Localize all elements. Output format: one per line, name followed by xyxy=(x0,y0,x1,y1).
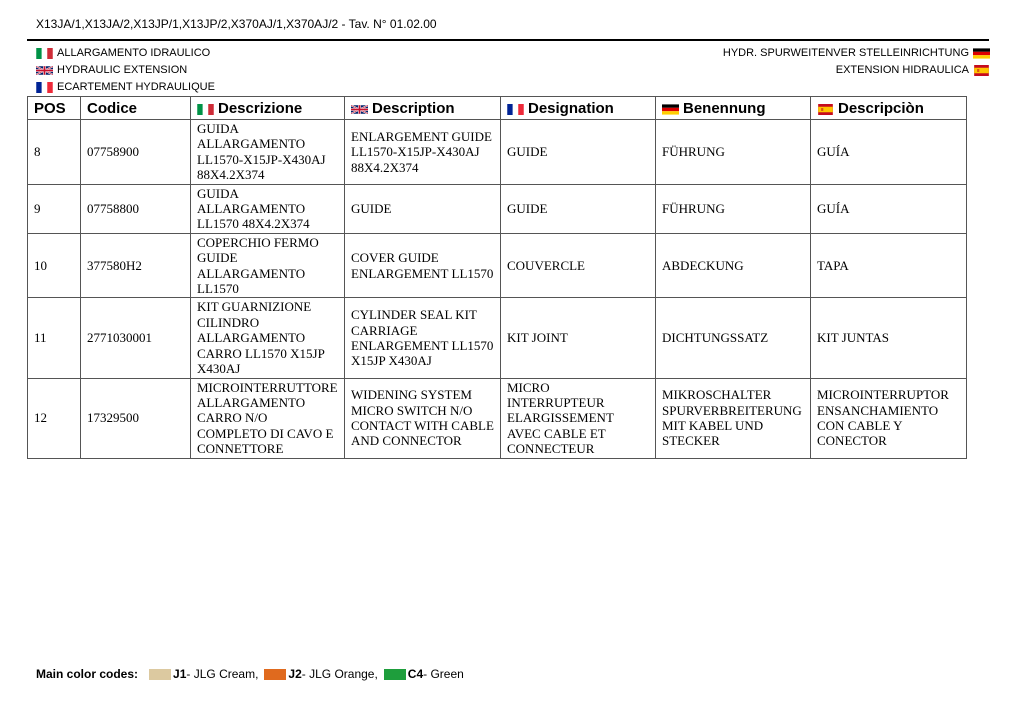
cell-desc-it: GUIDA ALLARGAMENTO LL1570 48X4.2X374 xyxy=(191,184,345,233)
cell-pos: 12 xyxy=(28,378,81,458)
cell-code: 07758900 xyxy=(81,120,191,185)
header-right xyxy=(723,45,990,79)
table-row xyxy=(28,120,967,185)
cell-desc-en: WIDENING SYSTEM MICRO SWITCH N/O CONTACT WITH CABLE AND CONNECTOR xyxy=(345,378,501,458)
cell-desc-de: DICHTUNGSSATZ xyxy=(656,298,811,378)
table-row xyxy=(28,298,967,378)
col-benennung: Benennung xyxy=(656,97,811,120)
title-es: EXTENSION HIDRAULICA xyxy=(835,64,969,76)
table-row xyxy=(28,233,967,298)
col-designation: Designation xyxy=(501,97,656,120)
color-swatch xyxy=(384,669,406,680)
col-pos: POS xyxy=(28,97,81,120)
color-swatch xyxy=(264,669,286,680)
cell-desc-fr: COUVERCLE xyxy=(501,233,656,298)
cell-pos: 9 xyxy=(28,184,81,233)
cell-desc-fr: GUIDE xyxy=(501,184,656,233)
cell-desc-en: GUIDE xyxy=(345,184,501,233)
cell-desc-de: FÜHRUNG xyxy=(656,120,811,185)
cell-desc-it: MICROINTERRUTTORE ALLARGAMENTO CARRO N/O COMPLETO DI CAVO E CONNETTORE xyxy=(191,378,345,458)
legend-item-c4: C4 - Green xyxy=(384,667,464,681)
title-it: ALLARGAMENTO IDRAULICO xyxy=(57,47,211,59)
title-fr: ECARTEMENT HYDRAULIQUE xyxy=(57,81,215,93)
cell-desc-fr: KIT JOINT xyxy=(501,298,656,378)
col-description: Description xyxy=(345,97,501,120)
legend-label: Main color codes: xyxy=(36,667,139,681)
uk-flag-icon xyxy=(351,102,368,113)
cell-desc-es: TAPA xyxy=(811,233,967,298)
spain-flag-icon xyxy=(817,102,834,113)
spain-flag-icon xyxy=(973,65,990,76)
header-rule xyxy=(27,39,989,41)
table-row xyxy=(28,378,967,458)
cell-desc-es: KIT JUNTAS xyxy=(811,298,967,378)
france-flag-icon xyxy=(36,82,53,93)
legend-item-j2: J2 - JLG Orange, xyxy=(264,667,377,681)
cell-code: 07758800 xyxy=(81,184,191,233)
col-codice: Codice xyxy=(81,97,191,120)
cell-desc-es: GUÍA xyxy=(811,120,967,185)
document-title: X13JA/1,X13JA/2,X13JP/1,X13JP/2,X370AJ/1,X370AJ/2 - Tav. N° 01.02.00 xyxy=(36,17,437,31)
cell-desc-en: CYLINDER SEAL KIT CARRIAGE ENLARGEMENT LL1570 X15JP X430AJ xyxy=(345,298,501,378)
cell-code: 17329500 xyxy=(81,378,191,458)
cell-desc-en: COVER GUIDE ENLARGEMENT LL1570 xyxy=(345,233,501,298)
header-left xyxy=(36,45,215,96)
cell-desc-fr: MICRO INTERRUPTEUR ELARGISSEMENT AVEC CABLE ET CONNECTEUR xyxy=(501,378,656,458)
cell-pos: 11 xyxy=(28,298,81,378)
cell-desc-es: MICROINTERRUPTOR ENSANCHAMIENTO CON CABLE Y CONECTOR xyxy=(811,378,967,458)
cell-code: 377580H2 xyxy=(81,233,191,298)
legend-item-j1: J1 - JLG Cream, xyxy=(149,667,258,681)
cell-desc-it: COPERCHIO FERMO GUIDE ALLARGAMENTO LL1570 xyxy=(191,233,345,298)
cell-pos: 8 xyxy=(28,120,81,185)
col-descrizione: Descrizione xyxy=(191,97,345,120)
cell-desc-en: ENLARGEMENT GUIDE LL1570-X15JP-X430AJ 88X4.2X374 xyxy=(345,120,501,185)
cell-desc-de: FÜHRUNG xyxy=(656,184,811,233)
cell-desc-es: GUÍA xyxy=(811,184,967,233)
uk-flag-icon xyxy=(36,65,53,76)
italy-flag-icon xyxy=(197,102,214,113)
color-codes-legend xyxy=(36,667,470,681)
title-en: HYDRAULIC EXTENSION xyxy=(57,64,188,76)
col-descripcion: Descripciòn xyxy=(811,97,967,120)
parts-table xyxy=(27,96,967,459)
table-header-row xyxy=(28,97,967,120)
italy-flag-icon xyxy=(36,48,53,59)
germany-flag-icon xyxy=(973,48,990,59)
cell-desc-it: KIT GUARNIZIONE CILINDRO ALLARGAMENTO CARRO LL1570 X15JP X430AJ xyxy=(191,298,345,378)
cell-desc-de: MIKROSCHALTER SPURVERBREITERUNG MIT KABEL UND STECKER xyxy=(656,378,811,458)
title-de: HYDR. SPURWEITENVER STELLEINRICHTUNG xyxy=(722,47,969,59)
france-flag-icon xyxy=(507,102,524,113)
cell-pos: 10 xyxy=(28,233,81,298)
cell-desc-it: GUIDA ALLARGAMENTO LL1570-X15JP-X430AJ 88X4.2X374 xyxy=(191,120,345,185)
cell-desc-fr: GUIDE xyxy=(501,120,656,185)
germany-flag-icon xyxy=(662,102,679,113)
color-swatch xyxy=(149,669,171,680)
table-row xyxy=(28,184,967,233)
cell-desc-de: ABDECKUNG xyxy=(656,233,811,298)
cell-code: 2771030001 xyxy=(81,298,191,378)
